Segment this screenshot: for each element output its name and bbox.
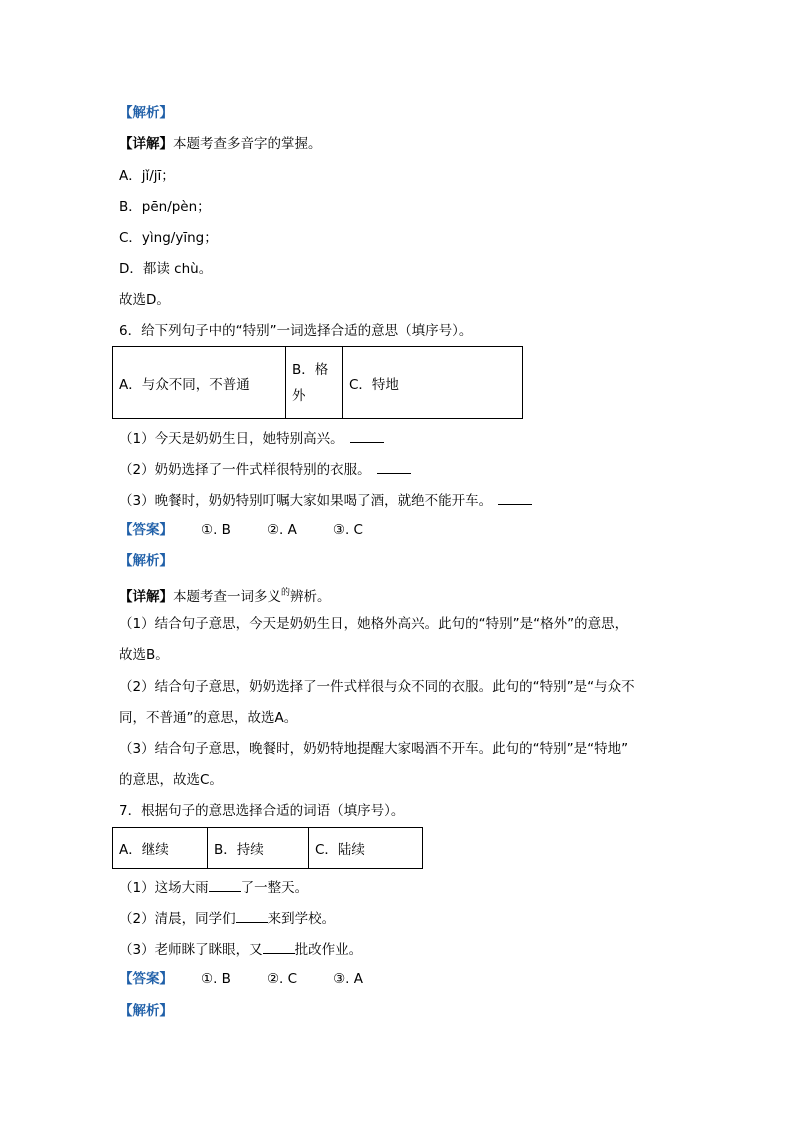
q7-sentence-2-before: （2）清晨，同学们: [119, 911, 236, 927]
q6-blank-3[interactable]: [498, 490, 532, 505]
q5-detail-text: 本题考查多音字的掌握。: [173, 136, 322, 152]
q7-answer-2: ②. C: [266, 971, 298, 987]
q6-options-table: [112, 346, 523, 419]
q7-sentence-1-before: （1）这场大雨: [119, 880, 209, 896]
q7-sentence-3: [119, 939, 362, 959]
q6-explanation-3b: 的意思，故选C。: [119, 772, 223, 788]
q5-line-d: D．都读 chù。: [119, 261, 213, 277]
q7-option-a: A．继续: [113, 828, 208, 869]
q5-analysis-tag: 【解析】: [119, 105, 173, 121]
q7-sentence-2-after: 来到学校。: [267, 911, 336, 927]
q7-answer-tag: 【答案】: [119, 971, 173, 987]
q6-sentence-1: [119, 428, 384, 448]
q7-options-table: [112, 827, 423, 869]
q5-line-c: C．yìng/yīng；: [119, 230, 218, 246]
q6-blank-1[interactable]: [350, 428, 384, 443]
q6-detail-text-a: 本题考查一词多义: [173, 589, 281, 605]
q5-line-b: B．pēn/pèn；: [119, 199, 211, 215]
q6-option-a: A．与众不同，不普通: [113, 347, 286, 419]
q7-title: 7．根据句子的意思选择合适的词语（填序号）。: [119, 803, 405, 819]
q6-answer-line: [119, 521, 399, 539]
q6-detail-line: [119, 584, 331, 606]
q7-sentence-3-before: （3）老师眯了眯眼，又: [119, 942, 263, 958]
q6-sentence-2-text: （2）奶奶选择了一件式样很特别的衣服。: [119, 462, 371, 478]
q6-explanation-2: （2）结合句子意思，奶奶选择了一件式样很与众不同的衣服。此句的“特别”是“与众不: [119, 679, 635, 695]
q7-blank-3[interactable]: [263, 939, 295, 954]
q7-blank-2[interactable]: [236, 908, 268, 923]
q7-blank-1[interactable]: [209, 877, 241, 892]
q7-answer-line: [119, 970, 399, 988]
q6-explanation-3: （3）结合句子意思，晚餐时，奶奶特地提醒大家喝酒不开车。此句的“特别”是“特地”: [119, 741, 629, 757]
q5-line-a: A．jǐ/jī；: [119, 168, 175, 184]
q7-sentence-3-after: 批改作业。: [294, 942, 363, 958]
q6-title: 6．给下列句子中的“特别”一词选择合适的意思（填序号）。: [119, 323, 473, 339]
q7-sentence-1: [119, 877, 308, 897]
q7-option-c: C．陆续: [309, 828, 423, 869]
q6-blank-2[interactable]: [377, 459, 411, 474]
q6-explanation-1: （1）结合句子意思，今天是奶奶生日，她格外高兴。此句的“特别”是“格外”的意思，: [119, 616, 629, 632]
q6-sentence-3: [119, 490, 532, 510]
q7-sentence-1-after: 了一整天。: [240, 880, 309, 896]
q6-explanation-2b: 同，不普通”的意思，故选A。: [119, 710, 298, 726]
q7-option-b: B．持续: [208, 828, 309, 869]
q6-detail-text-sup: 的: [281, 588, 291, 598]
q6-detail-text-b: 辨析。: [290, 589, 331, 605]
q6-sentence-2: [119, 459, 411, 479]
q7-sentence-2: [119, 908, 335, 928]
q7-answer-3: ③. A: [333, 971, 363, 987]
q6-answer-3: ③. C: [332, 522, 363, 538]
q6-option-b: B．格外: [286, 347, 343, 419]
q6-sentence-1-text: （1）今天是奶奶生日，她特别高兴。: [119, 431, 344, 447]
q6-answer-2: ②. A: [266, 522, 297, 538]
q6-detail-tag: 【详解】: [119, 589, 173, 605]
q6-explanation-1b: 故选B。: [119, 647, 169, 663]
q7-analysis-tag: 【解析】: [119, 1003, 173, 1019]
q6-analysis-tag: 【解析】: [119, 553, 173, 569]
q6-answer-1: ①. B: [201, 522, 231, 538]
q7-answer-1: ①. B: [201, 971, 231, 987]
q6-answer-tag: 【答案】: [119, 522, 173, 538]
q6-option-c: C．特地: [343, 347, 523, 419]
q5-detail-tag: 【详解】: [119, 136, 173, 152]
q5-conclusion: 故选D。: [119, 292, 170, 308]
q5-detail-line: [119, 135, 322, 153]
q6-sentence-3-text: （3）晚餐时，奶奶特别叮嘱大家如果喝了酒，就绝不能开车。: [119, 493, 493, 509]
